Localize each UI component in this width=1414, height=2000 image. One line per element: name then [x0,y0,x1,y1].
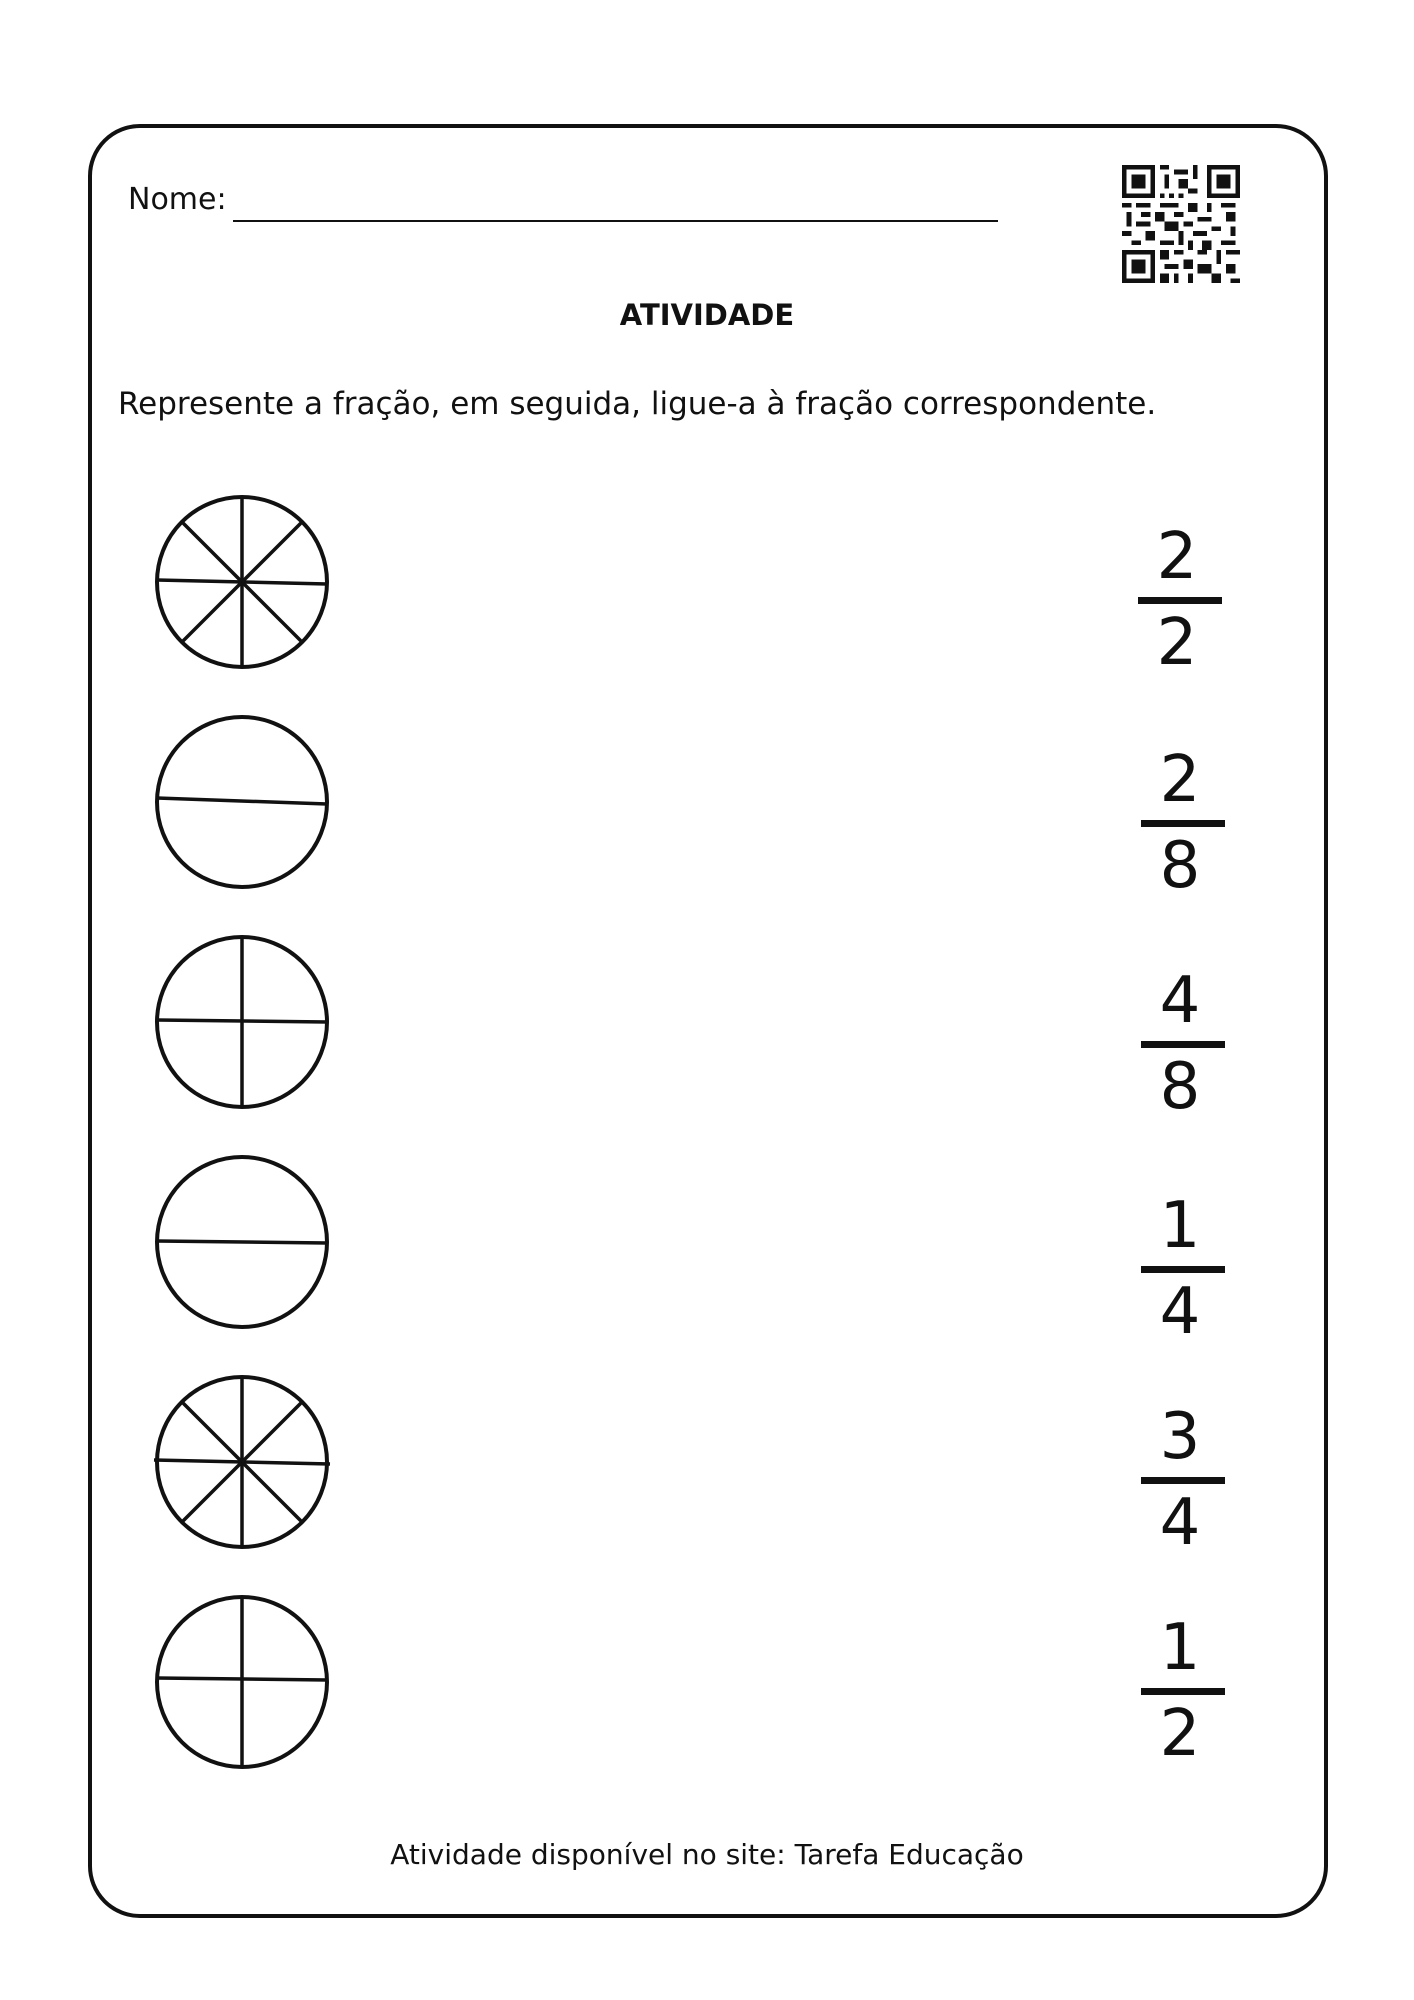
fraction-denominator: 8 [1159,829,1201,903]
fraction-denominator: 2 [1156,606,1198,680]
fraction-denominator: 8 [1159,1050,1201,1124]
name-label: Nome: [128,182,227,217]
fraction-6[interactable] [1125,1613,1235,1773]
qr-code-icon [1122,165,1240,283]
fraction-numerator: 2 [1159,743,1201,817]
fraction-denominator: 2 [1159,1697,1201,1771]
fraction-bar [1141,820,1225,827]
fraction-numerator: 2 [1156,520,1198,594]
circle-eighths-1[interactable] [152,492,332,672]
circle-halves-2[interactable] [152,1152,332,1332]
fraction-numerator: 3 [1159,1400,1201,1474]
fraction-2[interactable] [1125,745,1235,905]
fraction-numerator: 1 [1159,1189,1201,1263]
fraction-bar [1141,1041,1225,1048]
fraction-bar [1138,597,1222,604]
circle-quarters-1[interactable] [152,932,332,1112]
circle-eighths-2[interactable] [152,1372,332,1552]
footer-text: Atividade disponível no site: Tarefa Educação [390,1838,1024,1871]
circle-quarters-2[interactable] [152,1592,332,1772]
fraction-3[interactable] [1125,966,1235,1126]
circle-halves-1[interactable] [152,712,332,892]
fraction-bar [1141,1688,1225,1695]
fraction-numerator: 4 [1159,964,1201,1038]
fraction-bar [1141,1266,1225,1273]
name-field-line[interactable] [233,220,998,222]
page-title: ATIVIDADE [619,298,795,332]
fraction-denominator: 4 [1159,1275,1201,1349]
fraction-4[interactable] [1125,1191,1235,1351]
fraction-5[interactable] [1125,1402,1235,1562]
instruction-text: Represente a fração, em seguida, ligue-a à fração correspondente. [118,386,1157,422]
fraction-bar [1141,1477,1225,1484]
fraction-denominator: 4 [1159,1486,1201,1560]
fraction-1[interactable] [1122,522,1232,682]
fraction-numerator: 1 [1159,1611,1201,1685]
